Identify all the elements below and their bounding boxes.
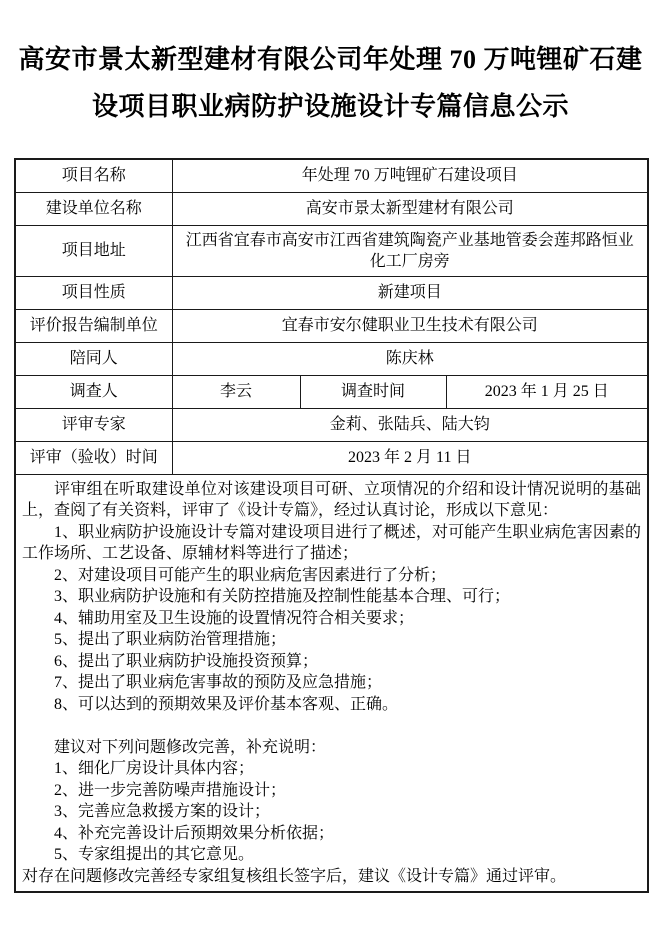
review-suggestion-item: 2、进一步完善防噪声措施设计； <box>54 781 287 799</box>
review-opinion-item: 7、提出了职业病危害事故的预防及应急措施； <box>54 674 383 691</box>
review-suggestions-intro: 建议对下列问题修改完善，补充说明： <box>54 738 327 756</box>
row-label: 项目性质 <box>15 276 172 309</box>
table-row-review-experts <box>15 408 648 441</box>
page-title: 高安市景太新型建材有限公司年处理 70 万吨锂矿石建设项目职业病防护设施设计专篇信息公示 <box>18 45 643 121</box>
row-label: 评审专家 <box>15 408 172 441</box>
table-row-investigator <box>15 375 648 408</box>
review-opinion-item: 3、职业病防护设施和有关防控措施及控制性能基本合理、可行； <box>54 588 511 605</box>
info-table <box>14 158 649 893</box>
review-opinion-item: 1、职业病防护设施设计专篇对建设项目进行了概述，对可能产生职业病危害因素的工作场所、工艺设备、原辅材料等进行了描述； <box>22 523 642 562</box>
row-label: 调查人 <box>15 375 172 408</box>
row-value: 新建项目 <box>172 276 648 309</box>
table-row-accompanying-person <box>15 342 648 375</box>
review-suggestion-item: 1、细化厂房设计具体内容； <box>54 760 255 777</box>
row-value: 2023 年 2 月 11 日 <box>172 441 648 474</box>
review-suggestion-item: 5、专家组提出的其它意见。 <box>54 846 255 863</box>
row-value: 江西省宜春市高安市江西省建筑陶瓷产业基地管委会莲邦路恒业化工厂房旁 <box>172 225 648 276</box>
table-row-review-opinions <box>15 474 648 892</box>
row-value: 李云 <box>172 375 300 408</box>
review-suggestion-item: 4、补充完善设计后预期效果分析依据； <box>54 824 335 842</box>
table-row-report-compiler <box>15 309 648 342</box>
review-opinion-item: 5、提出了职业病防治管理措施； <box>54 631 287 648</box>
row-label: 项目地址 <box>15 225 172 276</box>
table-row-review-date <box>15 441 648 474</box>
table-row-project-address <box>15 225 648 276</box>
table-row-project-nature <box>15 276 648 309</box>
row-label: 陪同人 <box>15 342 172 375</box>
row-label: 评价报告编制单位 <box>15 309 172 342</box>
row-label-secondary: 调查时间 <box>300 375 446 408</box>
row-label: 评审（验收）时间 <box>15 441 172 474</box>
review-opinion-item: 8、可以达到的预期效果及评价基本客观、正确。 <box>54 695 399 713</box>
review-suggestion-item: 3、完善应急救援方案的设计； <box>54 803 271 820</box>
row-value: 高安市景太新型建材有限公司 <box>172 192 648 225</box>
row-value: 陈庆林 <box>172 342 648 375</box>
review-conclusion: 对存在问题修改完善经专家组复核组长签字后，建议《设计专篇》通过评审。 <box>22 867 567 885</box>
row-value: 年处理 70 万吨锂矿石建设项目 <box>172 159 648 192</box>
row-label: 建设单位名称 <box>15 192 172 225</box>
review-opinion-item: 4、辅助用室及卫生设施的设置情况符合相关要求； <box>54 609 415 627</box>
review-intro: 评审组在听取建设单位对该建设项目可研、立项情况的介绍和设计情况说明的基础上，查阅了有关资料，评审了《设计专篇》，经过认真讨论，形成以下意见： <box>22 480 642 519</box>
review-opinions-cell <box>15 474 648 892</box>
row-value-secondary: 2023 年 1 月 25 日 <box>446 375 648 408</box>
row-value: 宜春市安尔健职业卫生技术有限公司 <box>172 309 648 342</box>
table-row-project-name <box>15 159 648 192</box>
table-row-construction-unit <box>15 192 648 225</box>
review-opinion-item: 2、对建设项目可能产生的职业病危害因素进行了分析； <box>54 566 447 584</box>
row-value: 金莉、张陆兵、陆大钧 <box>172 408 648 441</box>
row-label: 项目名称 <box>15 159 172 192</box>
review-opinion-item: 6、提出了职业病防护设施投资预算； <box>54 652 319 670</box>
